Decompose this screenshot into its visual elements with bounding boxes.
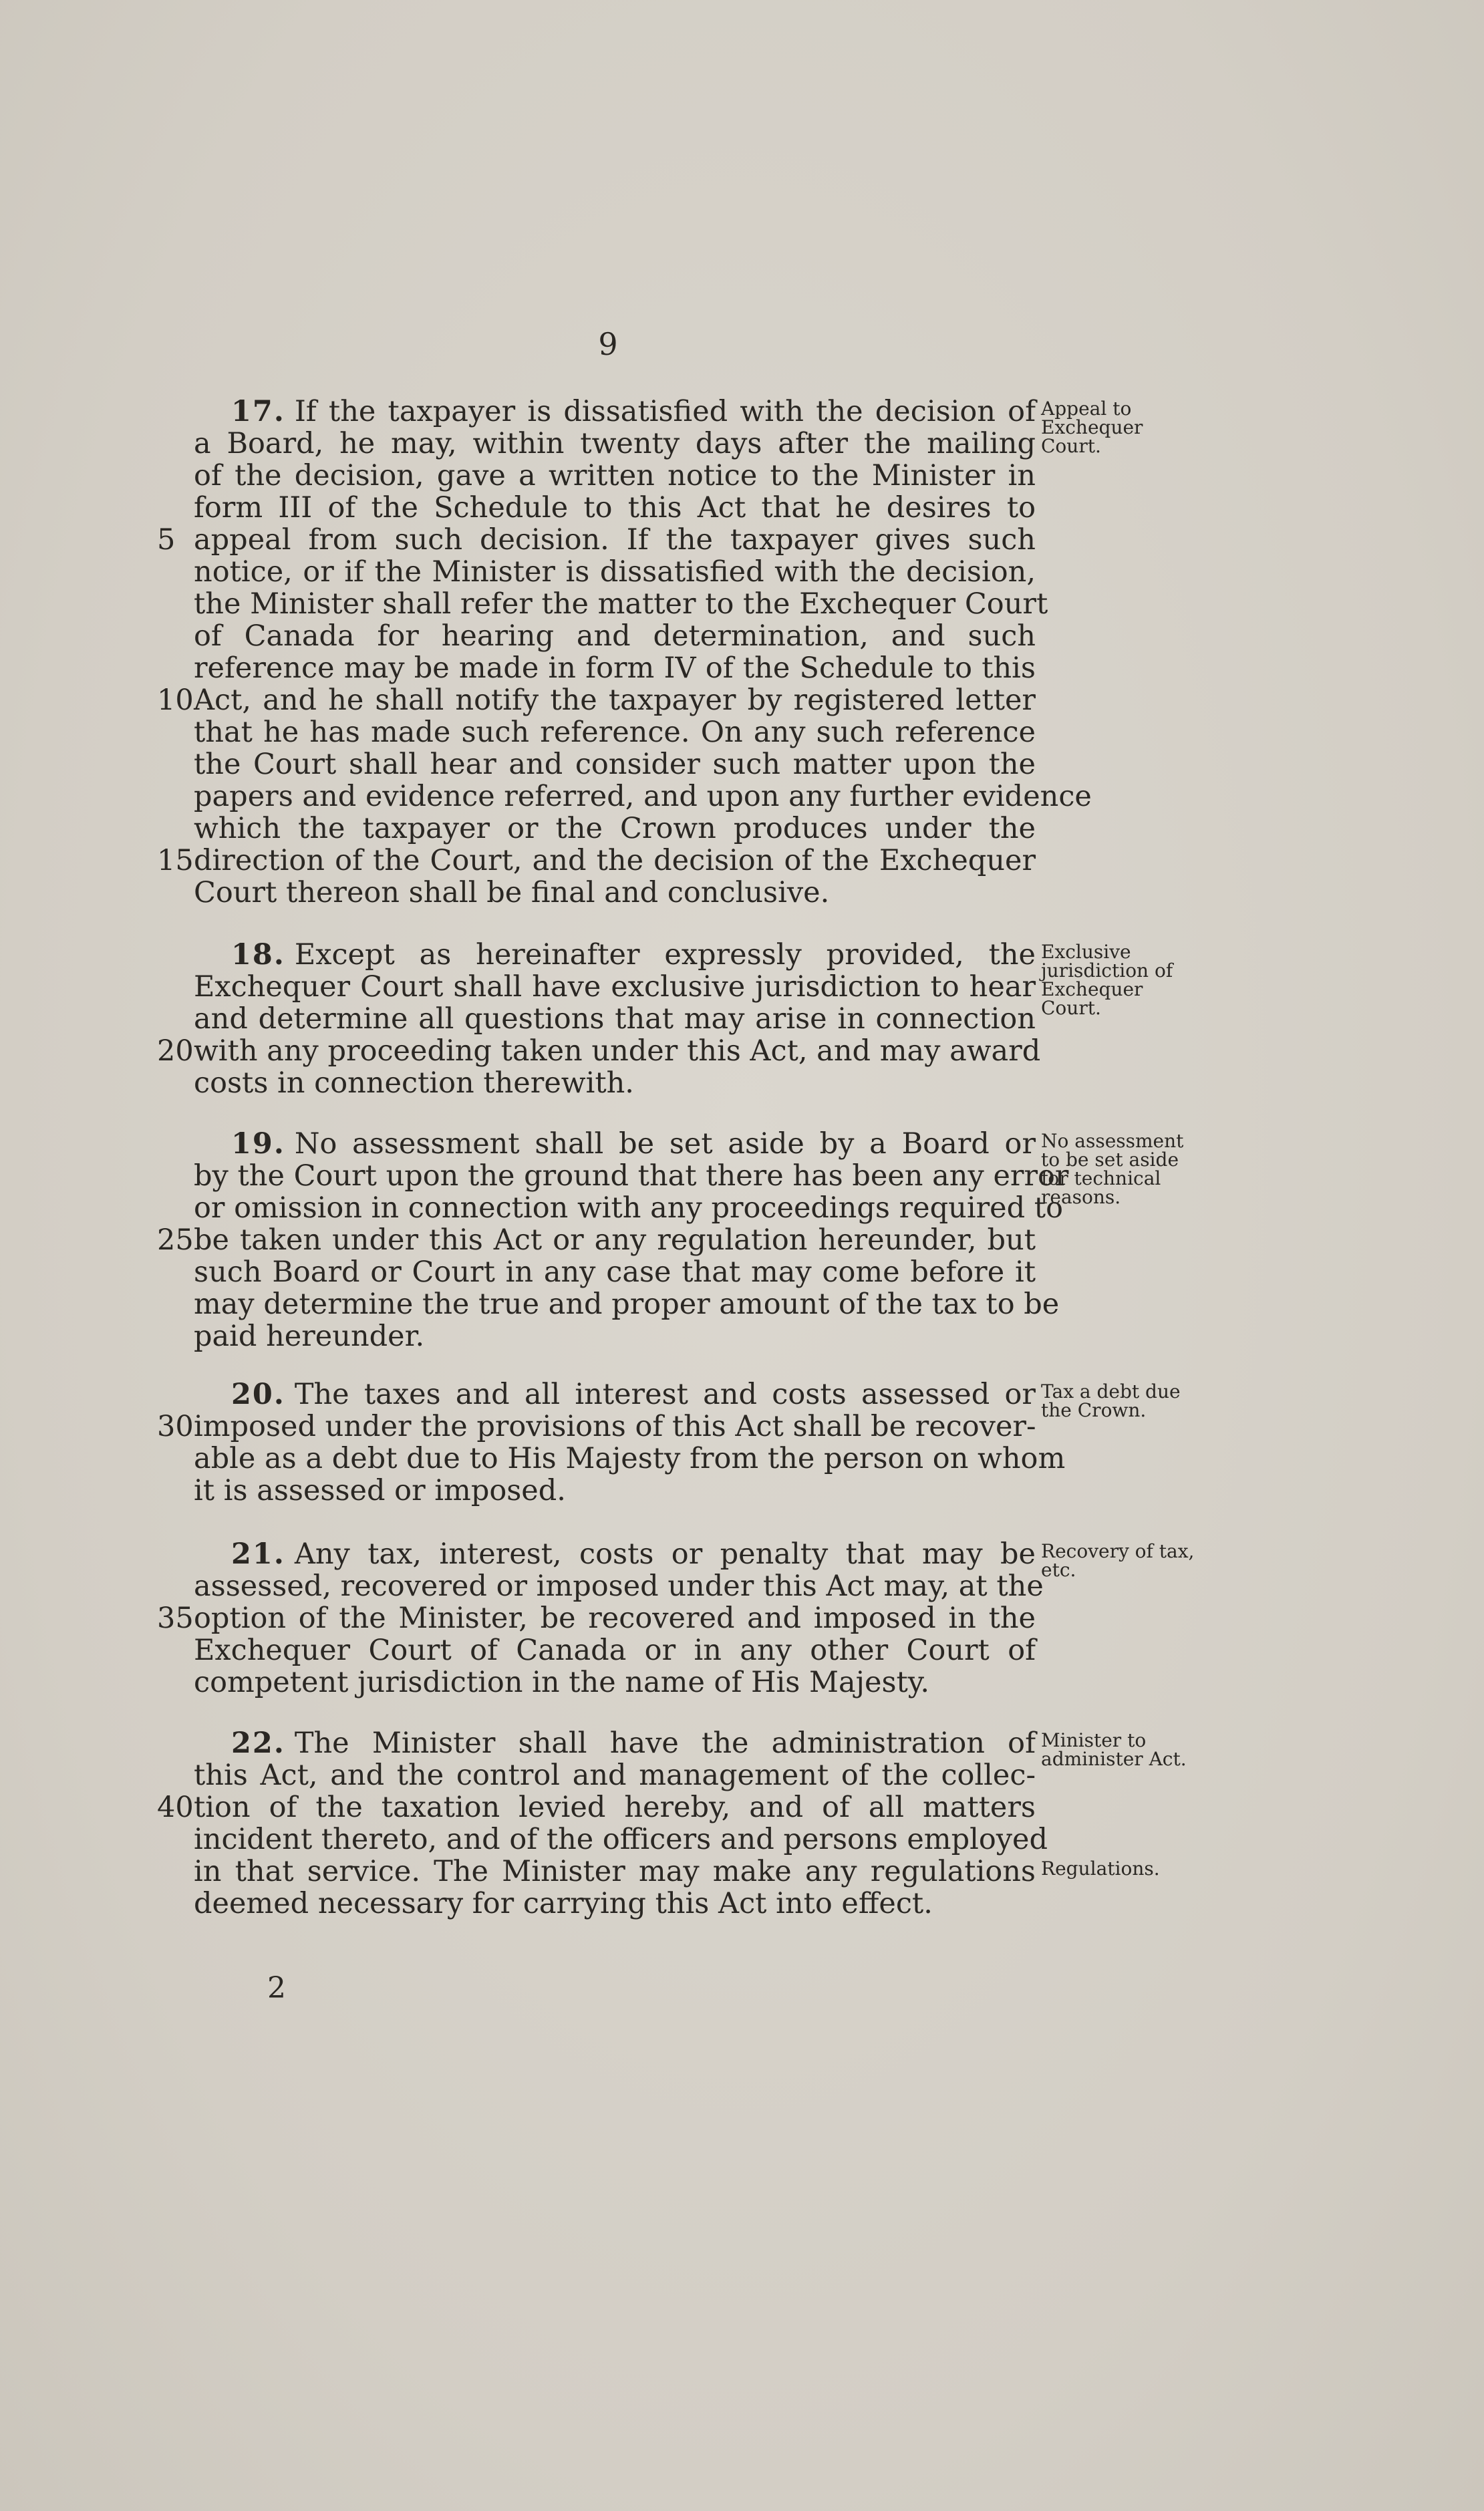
- line-text: costs in connection therewith.: [194, 1066, 634, 1100]
- text-line: [194, 1128, 1036, 1160]
- text-line: [194, 1442, 1066, 1475]
- section-18: [157, 938, 1041, 1100]
- section-number: 17.: [231, 395, 285, 428]
- text-line: [194, 1191, 1063, 1225]
- line-text: Exchequer Court of Canada or in any other Court of: [194, 1634, 1036, 1667]
- line-text: which the taxpayer or the Crown produces under the: [194, 812, 1036, 845]
- line-number: 25: [157, 1223, 194, 1257]
- line-text: the Court shall hear and consider such matter upon the: [194, 748, 1036, 781]
- line-number: 35: [157, 1602, 194, 1635]
- line-number: 15: [157, 844, 194, 877]
- text-line: [194, 813, 1036, 845]
- text-line: [194, 877, 1036, 909]
- text-line: [194, 716, 1036, 748]
- marginal-note: Recovery of tax, etc.: [1041, 1540, 1195, 1581]
- line-text: it is assessed or imposed.: [194, 1474, 566, 1507]
- line-text: that he has made such reference. On any such reference: [194, 716, 1036, 749]
- page-number: 9: [598, 326, 618, 362]
- line-text: form III of the Schedule to this Act that he desires to: [194, 491, 1036, 525]
- signature-mark: 2: [267, 1971, 286, 2005]
- line-text: incident thereto, and of the officers and persons employed: [194, 1823, 1048, 1856]
- line-text: be taken under this Act or any regulation hereunder, but: [194, 1223, 1036, 1257]
- text-line: [194, 652, 1036, 684]
- line-text: may determine the true and proper amount of the tax to be: [194, 1288, 1060, 1321]
- line-text: by the Court upon the ground that there has been any error: [194, 1159, 1069, 1193]
- line-text: Any tax, interest, costs or penalty that may be: [294, 1537, 1036, 1571]
- line-text: paid hereunder.: [194, 1320, 425, 1353]
- line-number: 40: [157, 1791, 194, 1824]
- text-line: [194, 1823, 1048, 1856]
- line-text: a Board, he may, within twenty days after the mailing: [194, 427, 1036, 460]
- line-text: competent jurisdiction in the name of His Majesty.: [194, 1666, 930, 1699]
- text-line: [194, 1067, 1036, 1099]
- line-number: 20: [157, 1034, 194, 1068]
- text-line: [194, 1538, 1036, 1570]
- line-number: 5: [157, 523, 176, 557]
- text-line: [157, 1034, 1041, 1068]
- marginal-note: Tax a debt due the Crown.: [1041, 1380, 1181, 1421]
- line-text: Exchequer Court shall have exclusive jurisdiction to hear: [194, 970, 1036, 1004]
- text-line: [157, 1223, 1036, 1257]
- marginal-note: Minister to administer Act.: [1041, 1729, 1187, 1770]
- line-text: notice, or if the Minister is dissatisfied with the decision,: [194, 555, 1036, 589]
- text-line: [194, 556, 1036, 588]
- text-line: [194, 1378, 1036, 1411]
- line-text: No assessment shall be set aside by a Board or: [294, 1127, 1036, 1161]
- text-line: [157, 523, 1036, 557]
- line-text: deemed necessary for carrying this Act into effect.: [194, 1887, 933, 1920]
- line-text: appeal from such decision. If the taxpayer gives such: [194, 523, 1036, 557]
- text-line: [194, 780, 1092, 813]
- section-20: [157, 1378, 1066, 1507]
- line-text: option of the Minister, be recovered and imposed in the: [194, 1602, 1036, 1635]
- section-22: [157, 1727, 1048, 1920]
- text-line: [194, 1759, 1036, 1791]
- marginal-note: Exclusive jurisdiction of Exchequer Court.: [1041, 941, 1173, 1019]
- text-line: [194, 492, 1036, 524]
- text-line: [194, 1727, 1036, 1759]
- line-text: of the decision, gave a written notice to the Minister in: [194, 459, 1036, 492]
- section-number: 20.: [231, 1378, 285, 1411]
- line-text: The taxes and all interest and costs assessed or: [294, 1378, 1036, 1411]
- text-line: [194, 971, 1036, 1003]
- text-line: [157, 1410, 1036, 1443]
- text-line: [194, 1666, 1036, 1698]
- text-line: [194, 396, 1036, 428]
- line-text: papers and evidence referred, and upon any further evidence: [194, 780, 1092, 813]
- text-line: [194, 1256, 1036, 1288]
- line-text: this Act, and the control and management of the collec-: [194, 1759, 1036, 1792]
- text-line: [157, 1791, 1036, 1824]
- text-line: [194, 428, 1036, 460]
- text-line: [194, 1856, 1036, 1888]
- line-text: Court thereon shall be final and conclusive.: [194, 876, 830, 909]
- text-line: [194, 1570, 1044, 1603]
- marginal-note: Regulations.: [1041, 1858, 1160, 1880]
- text-line: [157, 844, 1036, 877]
- line-text: with any proceeding taken under this Act, and may award: [194, 1034, 1041, 1068]
- text-line: [194, 1888, 1036, 1920]
- text-line: [194, 1159, 1069, 1193]
- text-line: [157, 684, 1036, 717]
- line-text: the Minister shall refer the matter to the Exchequer Court: [194, 587, 1048, 621]
- marginal-note: No assessment to be set aside for technical reasons.: [1041, 1130, 1184, 1208]
- text-line: [194, 620, 1036, 652]
- line-number: 30: [157, 1410, 194, 1443]
- marginal-note: Appeal to Exchequer Court.: [1041, 398, 1143, 457]
- line-text: of Canada for hearing and determination, and such: [194, 619, 1036, 653]
- line-text: Act, and he shall notify the taxpayer by registered letter: [194, 684, 1036, 717]
- text-line: [194, 1475, 1036, 1507]
- section-number: 19.: [231, 1127, 285, 1161]
- line-text: reference may be made in form IV of the Schedule to this: [194, 651, 1036, 685]
- line-text: assessed, recovered or imposed under this Act may, at the: [194, 1570, 1044, 1603]
- line-text: able as a debt due to His Majesty from the person on whom: [194, 1442, 1066, 1475]
- line-text: such Board or Court in any case that may come before it: [194, 1256, 1036, 1289]
- line-number: 10: [157, 684, 194, 717]
- section-number: 22.: [231, 1727, 285, 1760]
- line-text: tion of the taxation levied hereby, and of all matters: [194, 1791, 1036, 1824]
- text-line: [194, 939, 1036, 971]
- section-19: [157, 1127, 1069, 1353]
- text-line: [194, 460, 1036, 492]
- text-line: [157, 1602, 1036, 1635]
- text-line: [194, 587, 1048, 621]
- line-text: and determine all questions that may arise in connection: [194, 1002, 1036, 1036]
- line-text: The Minister shall have the administration of: [294, 1727, 1036, 1760]
- line-text: imposed under the provisions of this Act shall be recover-: [194, 1410, 1036, 1443]
- text-line: [194, 1320, 1036, 1352]
- section-number: 21.: [231, 1537, 285, 1571]
- section-21: [157, 1537, 1044, 1699]
- text-line: [194, 1288, 1060, 1321]
- line-text: direction of the Court, and the decision of the Exchequer: [194, 844, 1036, 877]
- text-line: [194, 748, 1036, 780]
- section-number: 18.: [231, 938, 285, 972]
- line-text: If the taxpayer is dissatisfied with the decision of: [294, 395, 1036, 428]
- line-text: or omission in connection with any proceedings required to: [194, 1191, 1063, 1225]
- text-line: [194, 1003, 1036, 1035]
- text-line: [194, 1634, 1036, 1666]
- line-text: Except as hereinafter expressly provided, the: [294, 938, 1036, 972]
- line-text: in that service. The Minister may make any regulations: [194, 1855, 1036, 1888]
